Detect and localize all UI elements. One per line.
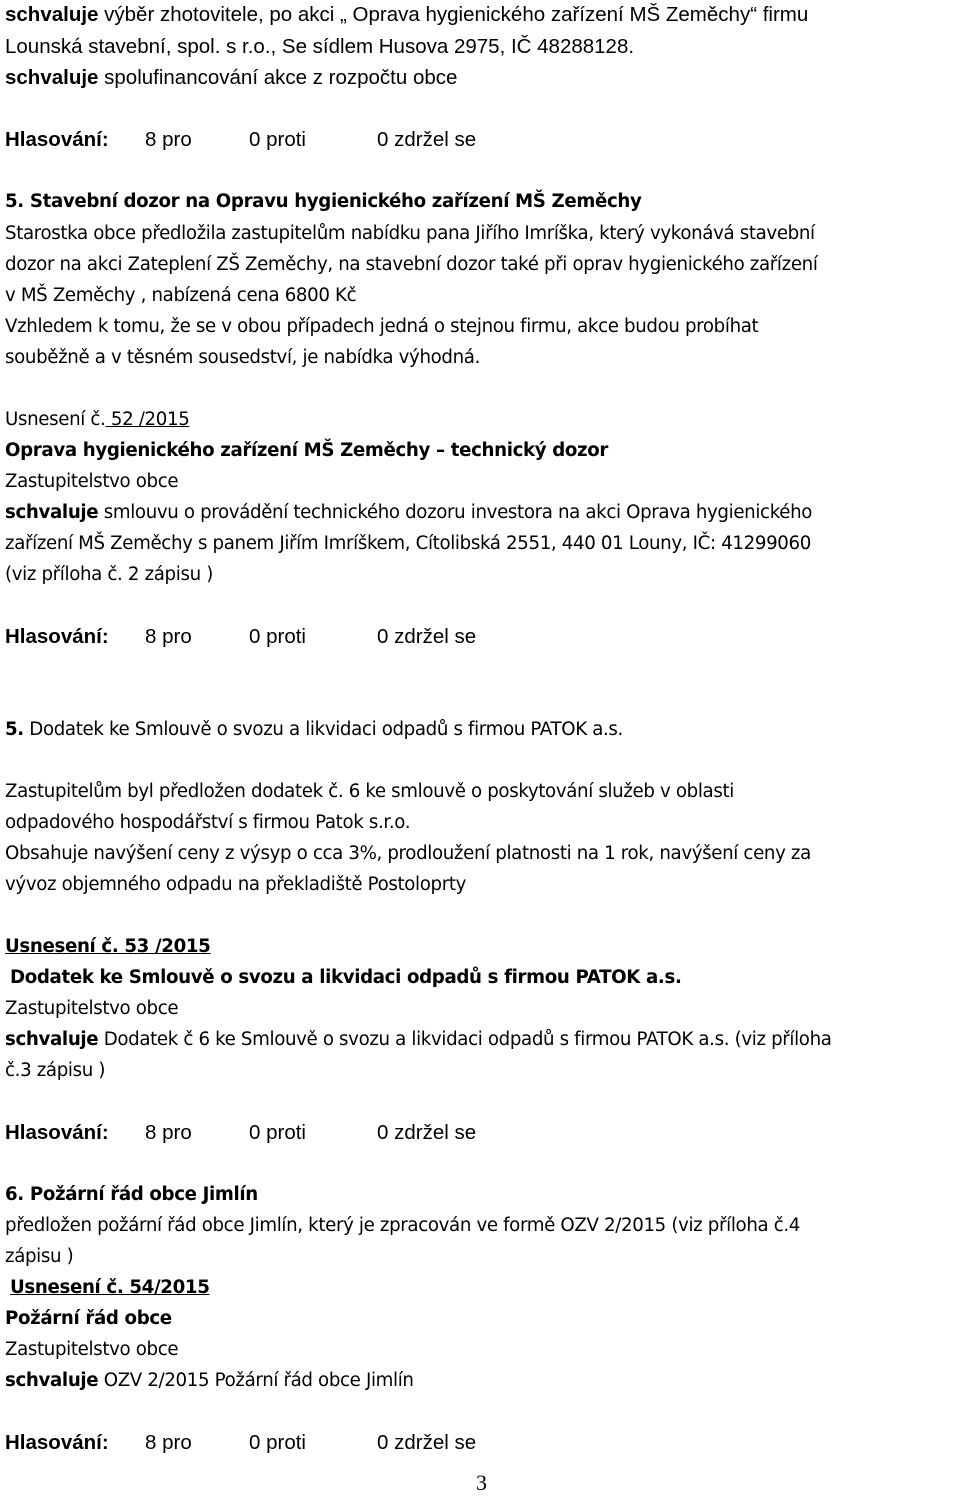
approval-line-contractor: schvaluje výběr zhotovitele, po akci „ Oprava hygienického zařízení MŠ Zeměchy“ firmu	[5, 3, 809, 26]
resolution-body: Zastupitelstvo obce	[5, 998, 179, 1019]
contractor-address: Lounská stavební, spol. s r.o., Se sídlem Husova 2975, IČ 48288128.	[5, 35, 635, 58]
paragraph-line: Obsahuje navýšení ceny z výsyp o cca 3%, prodloužení platnosti na 1 rok, navýšení ceny za	[5, 843, 811, 864]
keyword-schvaluje: schvaluje	[5, 1029, 99, 1050]
paragraph-line: dozor na akci Zateplení ZŠ Zeměchy, na stavební dozor také při oprav hygienického zařízení	[5, 254, 818, 275]
paragraph-line: Starostka obce předložila zastupitelům nabídku pana Jiřího Imríška, který vykonává stavební	[5, 223, 815, 244]
paragraph-line: Zastupitelům byl předložen dodatek č. 6 ke smlouvě o poskytování služeb v oblasti	[5, 781, 734, 802]
resolution-text: schvaluje smlouvu o provádění technického dozoru investora na akci Oprava hygienického	[5, 502, 813, 523]
section-heading: 5. Stavební dozor na Opravu hygienického zařízení MŠ Zeměchy	[5, 191, 642, 212]
resolution-title: Požární řád obce	[5, 1308, 172, 1329]
paragraph-line: zápisu )	[5, 1246, 74, 1267]
page-number: 3	[476, 1470, 487, 1495]
keyword-schvaluje: schvaluje	[5, 3, 99, 26]
resolution-title: Oprava hygienického zařízení MŠ Zeměchy – technický dozor	[5, 440, 609, 461]
vote-result: Hlasování: 8 pro 0 proti 0 zdržel se	[5, 128, 477, 151]
paragraph-line: odpadového hospodářství s firmou Patok s.r.o.	[5, 812, 411, 833]
paragraph-line: předložen požární řád obce Jimlín, který je zpracován ve formě OZV 2/2015 (viz příloha č.4	[5, 1215, 801, 1236]
paragraph-line: Vzhledem k tomu, že se v obou případech jedná o stejnou firmu, akce budou probíhat	[5, 316, 759, 337]
vote-result: Hlasování: 8 pro 0 proti 0 zdržel se	[5, 1121, 477, 1144]
resolution-text: schvaluje Dodatek č 6 ke Smlouvě o svozu a likvidaci odpadů s firmou PATOK a.s. (viz příloha	[5, 1029, 832, 1050]
keyword-schvaluje: schvaluje	[5, 502, 99, 523]
resolution-body: Zastupitelstvo obce	[5, 471, 179, 492]
resolution-label: Usnesení č. 53 /2015	[5, 936, 211, 957]
paragraph-line: souběžně a v těsném sousedství, je nabídka výhodná.	[5, 347, 481, 368]
resolution-text: č.3 zápisu )	[5, 1060, 106, 1081]
resolution-body: Zastupitelstvo obce	[5, 1339, 179, 1360]
resolution-title: Dodatek ke Smlouvě o svozu a likvidaci odpadů s firmou PATOK a.s.	[10, 967, 682, 988]
section-heading: 6. Požární řád obce Jimlín	[5, 1184, 258, 1205]
resolution-label: Usnesení č. 54/2015	[10, 1277, 210, 1298]
approval-line-cofinancing: schvaluje spolufinancování akce z rozpočtu obce	[5, 66, 458, 89]
vote-result: Hlasování: 8 pro 0 proti 0 zdržel se	[5, 625, 477, 648]
resolution-text: zařízení MŠ Zeměchy s panem Jiřím Imríškem, Cítolibská 2551, 440 01 Louny, IČ: 41299060	[5, 533, 811, 554]
resolution-text: schvaluje OZV 2/2015 Požární řád obce Jimlín	[5, 1370, 414, 1391]
keyword-schvaluje: schvaluje	[5, 1370, 99, 1391]
resolution-label: Usnesení č. 52 /2015	[5, 409, 190, 430]
keyword-schvaluje: schvaluje	[5, 66, 99, 89]
vote-result: Hlasování: 8 pro 0 proti 0 zdržel se	[5, 1431, 477, 1454]
paragraph-line: v MŠ Zeměchy , nabízená cena 6800 Kč	[5, 285, 357, 306]
resolution-text: (viz příloha č. 2 zápisu )	[5, 564, 213, 585]
paragraph-line: vývoz objemného odpadu na překladiště Postoloprty	[5, 874, 467, 895]
section-heading: 5. Dodatek ke Smlouvě o svozu a likvidaci odpadů s firmou PATOK a.s.	[5, 719, 623, 740]
